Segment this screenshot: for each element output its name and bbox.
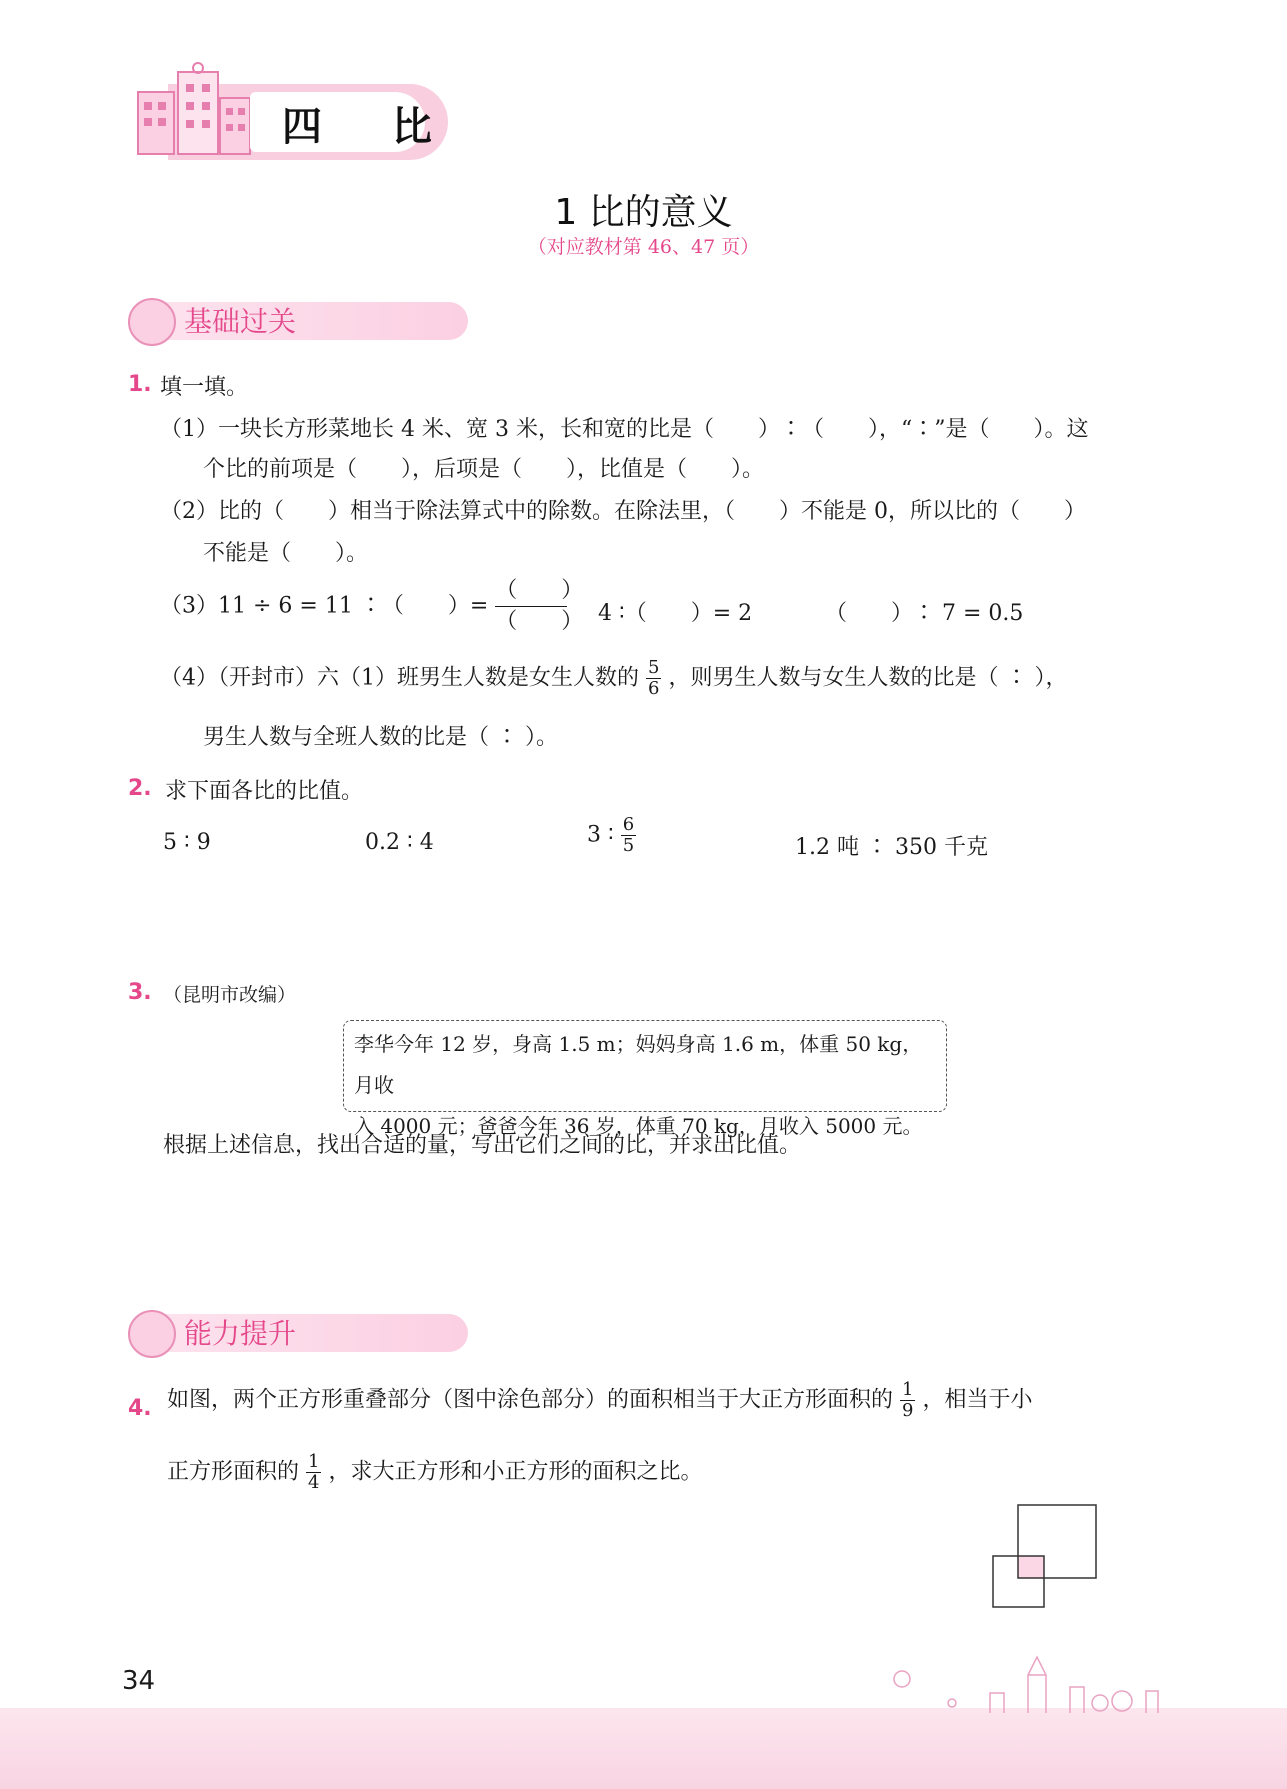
- q3-task: 根据上述信息，找出合适的量，写出它们之间的比，并求出比值。: [163, 1133, 802, 1158]
- page-number: 34: [122, 1666, 156, 1696]
- face-icon: [128, 1310, 176, 1358]
- q4-line-2: [167, 1452, 702, 1493]
- q3-info-line-1: 李华今年 12 岁，身高 1.5 m；妈妈身高 1.6 m，体重 50 kg，月收: [354, 1032, 923, 1097]
- q1-part3-eq1: [160, 576, 584, 637]
- q1-part1-line2: 个比的前项是（ ），后项是（ ），比值是（ ）。: [203, 457, 765, 482]
- q3-source: （昆明市改编）: [163, 984, 297, 1006]
- q1-part3-fraction-denominator: （ ）: [495, 609, 584, 634]
- basic-header-text: 基础过关: [184, 305, 297, 338]
- q2-ratio-4: 1.2 吨 ∶ 350 千克: [795, 835, 988, 860]
- q1-part4-line2: 男生人数与全班人数的比是（ ∶ ）。: [203, 725, 558, 750]
- q1-prompt: 填一填。: [160, 375, 249, 400]
- q2-ratio-3-denominator: 5: [622, 835, 635, 856]
- q4-line-2-pre: 正方形面积的: [167, 1459, 300, 1485]
- q1-part2-line1: （2）比的（ ）相当于除法算式中的除数。在除法里，（ ）不能是 0，所以比的（ ）: [160, 499, 1086, 524]
- overlapping-squares-figure: [985, 1500, 1105, 1615]
- q4-fraction-2-numerator: 1: [308, 1451, 320, 1472]
- q2-ratio-1: 5 ∶ 9: [163, 830, 211, 855]
- q4-line-1: [167, 1380, 1032, 1421]
- q1-part3-fraction-numerator: （ ）: [495, 576, 567, 607]
- q1-part4-fraction: [646, 658, 661, 699]
- q1-part3-eq1-text: （3）11 ÷ 6 = 11 ∶（ ）=: [160, 593, 489, 619]
- q1-part4-text-post: ，则男生人数与女生人数的比是（ ∶ ），: [668, 665, 1068, 691]
- q1-part4-text-pre: （4）（开封市）六（1）班男生人数是女生人数的: [160, 665, 639, 691]
- q2-number: 2.: [128, 776, 152, 801]
- q1-part4-fraction-numerator: 5: [648, 657, 660, 678]
- q2-ratio-3-pre: 3 ∶: [587, 822, 614, 848]
- q4-line-1-pre: 如图，两个正方形重叠部分（图中涂色部分）的面积相当于大正方形面积的: [167, 1387, 894, 1413]
- q4-fraction-2-denominator: 4: [308, 1472, 320, 1493]
- q1-part4-fraction-denominator: 6: [648, 678, 660, 699]
- q4-fraction-2: [306, 1452, 321, 1493]
- q4-fraction-1-denominator: 9: [902, 1400, 914, 1421]
- q2-prompt: 求下面各比的比值。: [165, 779, 364, 804]
- textbook-reference: （对应教材第 46、47 页）: [527, 236, 760, 258]
- basic-section-header: [128, 298, 478, 344]
- advanced-section-header: [128, 1310, 478, 1356]
- castle-decoration-icon: [880, 1645, 1170, 1715]
- q1-number: 1.: [128, 372, 152, 397]
- overlap-shaded-region: [1018, 1556, 1044, 1578]
- q2-ratio-3-fraction: [621, 815, 636, 856]
- q4-fraction-1-numerator: 1: [902, 1379, 914, 1400]
- q3-number: 3.: [128, 980, 152, 1005]
- q4-line-2-post: ，求大正方形和小正方形的面积之比。: [328, 1459, 703, 1485]
- q2-ratio-3: [587, 815, 636, 856]
- section-title: 1 比的意义: [554, 192, 733, 233]
- chapter-title: 四 比: [282, 104, 460, 150]
- q4-fraction-1: [900, 1380, 915, 1421]
- q1-part3-eq2: 4 ∶（ ）= 2: [598, 601, 753, 626]
- q1-part2-line2: 不能是（ ）。: [203, 541, 369, 566]
- q3-info-line-2: 入 4000 元；爸爸今年 36 岁，体重 70 kg，月收入 5000 元。: [354, 1114, 923, 1138]
- q3-info-box: [343, 1020, 947, 1138]
- q1-part3-blank-fraction: [495, 576, 584, 637]
- footer-band: [0, 1708, 1287, 1789]
- q4-line-1-post: ，相当于小: [922, 1387, 1033, 1413]
- city-buildings-icon: [128, 62, 258, 162]
- q4-number: 4.: [128, 1396, 152, 1421]
- q2-ratio-3-numerator: 6: [622, 814, 635, 835]
- globe-icon: [128, 298, 176, 346]
- q1-part3-eq3: （ ）∶ 7 = 0.5: [825, 601, 1024, 626]
- q2-ratio-2: 0.2 ∶ 4: [365, 830, 434, 855]
- q1-part4-line1: [160, 658, 1067, 699]
- advanced-header-text: 能力提升: [184, 1317, 297, 1350]
- q1-part1-line1: （1）一块长方形菜地长 4 米、宽 3 米，长和宽的比是（ ）∶（ ），“∶”是（ ）。这: [160, 417, 1089, 442]
